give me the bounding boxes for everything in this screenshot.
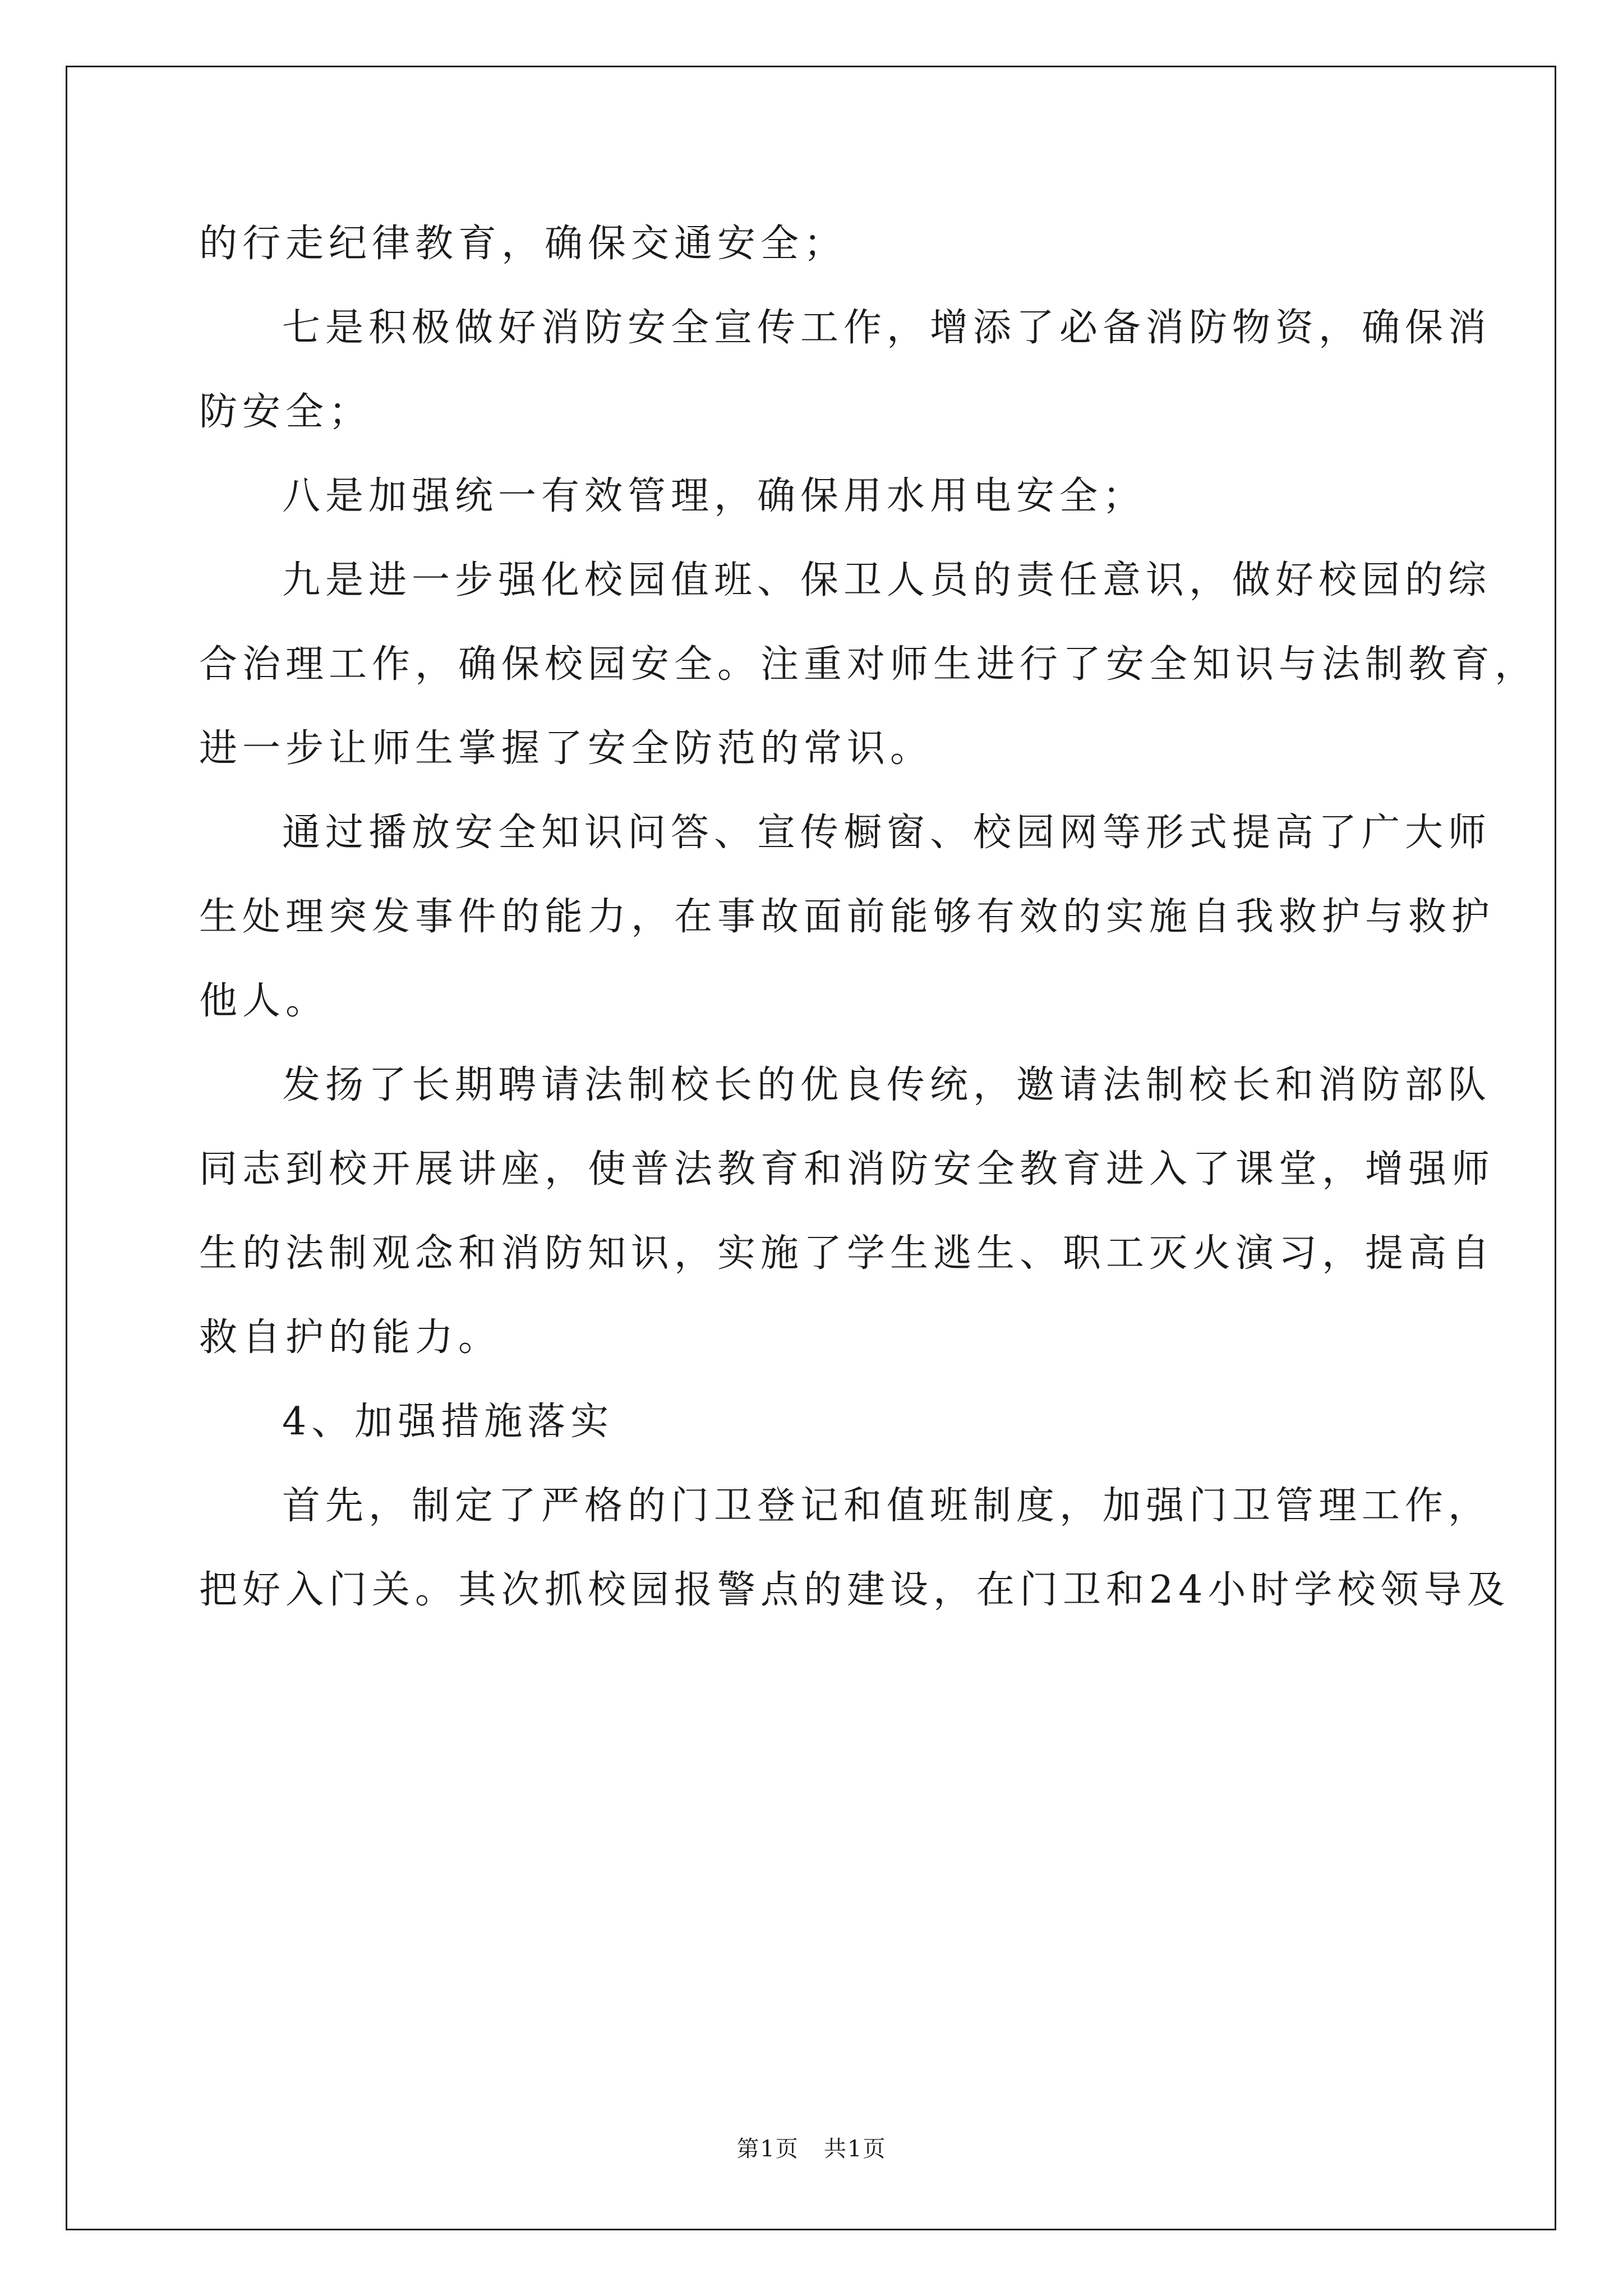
text-line: 合治理工作，确保校园安全。注重对师生进行了安全知识与法制教育，	[199, 642, 1538, 687]
text-line: 生处理突发事件的能力，在事故面前能够有效的实施自我救护与救护	[199, 895, 1495, 939]
document-body	[199, 202, 1538, 1632]
text-line: 同志到校开展讲座，使普法教育和消防安全教育进入了课堂，增强师	[199, 1147, 1495, 1191]
text-line: 八是加强统一有效管理，确保用水用电安全；	[282, 474, 1146, 518]
text-line: 生的法制观念和消防知识，实施了学生逃生、职工灭火演习，提高自	[199, 1231, 1495, 1276]
text-line: 发扬了长期聘请法制校长的优良传统，邀请法制校长和消防部队	[282, 1063, 1492, 1107]
text-line: 九是进一步强化校园值班、保卫人员的责任意识，做好校园的综	[282, 558, 1492, 602]
text-line: 把好入门关。其次抓校园报警点的建设，在门卫和24小时学校领导及	[199, 1568, 1510, 1612]
page-number-footer: 第1页 共1页	[736, 2136, 887, 2162]
section-heading: 4、加强措施落实	[282, 1400, 614, 1444]
text-line: 的行走纪律教育，确保交通安全；	[199, 222, 847, 266]
text-line: 救自护的能力。	[199, 1315, 502, 1360]
text-line: 七是积极做好消防安全宣传工作，增添了必备消防物资，确保消	[282, 306, 1492, 350]
text-line: 通过播放安全知识问答、宣传橱窗、校园网等形式提高了广大师	[282, 811, 1492, 855]
text-line: 防安全；	[199, 390, 372, 434]
text-line: 首先，制定了严格的门卫登记和值班制度，加强门卫管理工作，	[282, 1484, 1492, 1528]
text-line: 进一步让师生掌握了安全防范的常识。	[199, 726, 934, 771]
text-line: 他人。	[199, 979, 329, 1023]
